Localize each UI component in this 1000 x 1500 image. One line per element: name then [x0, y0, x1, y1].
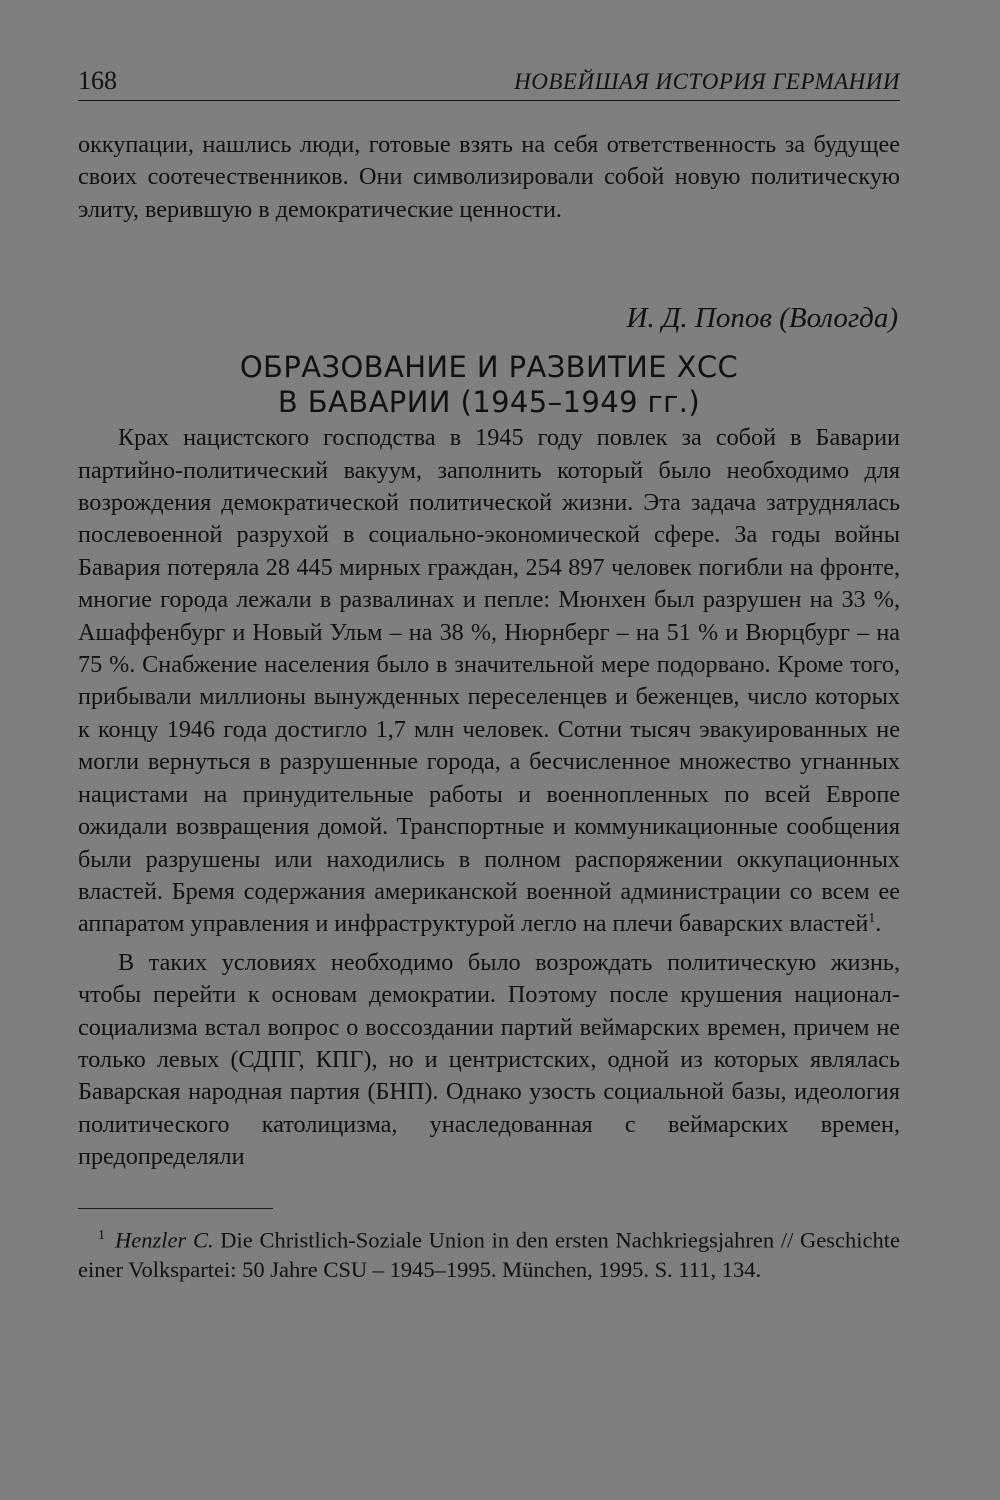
page-number: 168	[78, 66, 117, 95]
footnote-text: Die Christlich-Soziale Union in den ersten Nachkriegsjahren // Geschichte einer Volkspartei: 50 Jahre CSU – 1945–1995. München, 1995. S. 111, 134.	[78, 1227, 901, 1283]
running-header	[78, 62, 900, 101]
footnote	[78, 1221, 900, 1286]
article-title-line-1: ОБРАЗОВАНИЕ И РАЗВИТИЕ ХСС	[239, 350, 739, 385]
footnote-number: 1	[98, 1227, 105, 1243]
body-paragraph-1-end: .	[875, 910, 882, 938]
footnote-divider	[78, 1208, 273, 1209]
running-title: НОВЕЙШАЯ ИСТОРИЯ ГЕРМАНИИ	[514, 69, 900, 94]
continuation-paragraph: оккупации, нашлись люди, готовые взять на себя ответственность за будущее своих соотечественников. Они символизировали собой новую политическую элиту, верившую в демократические ценности.	[78, 131, 900, 223]
body-paragraph-1-text: Крах нацистского господства в 1945 году повлек за собой в Баварии партийно-политический вакуум, заполнить который было необходимо для возрождения демократической политической жизни. Эта задача затруднялась послевоенной разрухой в социально-экономической сфере. За годы войны Бавария потеряла 28 445 мирных граждан, 254 897 человек погибли на фронте, многие города лежали в развалинах и пепле: Мюнхен был разрушен на 33 %, Ашаффенбург и Новый Ульм – на 38 %, Нюрнберг – на 51 % и Вюрцбург – на 75 %. Снабжение населения было в значительной мере подорвано. Кроме того, прибывали миллионы вынужденных переселенцев и беженцев, число которых к концу 1946 года достигло 1,7 млн человек. Сотни тысяч эвакуированных не могли вернуться в разрушенные города, а бесчисленное множество угнанных нацистами на принудительные работы и военнопленных по всей Европе ожидали возвращения домой. Транспортные и коммуникационные сообщения были разрушены или находились в полном распоряжении оккупационных властей. Бремя содержания американской военной администрации со всем ее аппаратом управления и инфраструктурой легло на плечи баварских властей	[78, 424, 900, 938]
book-page	[78, 62, 900, 1308]
footnote-reference[interactable]: 1	[868, 911, 876, 927]
footnote-author: Henzler C.	[115, 1227, 214, 1253]
body-paragraph-2: В таких условиях необходимо было возрождать политическую жизнь, чтобы перейти к основам демократии. Поэтому после крушения национал-социализма встал вопрос о воссоздании партий веймарских времен, причем не только левых (СДПГ, КПГ), но и центристских, одной из которых являлась Баварская народная партия (БНП). Однако узость социальной базы, идеология политического католицизма, унаследованная с веймарских времен, предопределяли	[78, 948, 900, 1171]
body-paragraph-1	[78, 422, 900, 941]
article-title-line-2: В БАВАРИИ (1945–1949 гг.)	[277, 385, 701, 420]
article-author: И. Д. Попов (Вологда)	[626, 302, 898, 335]
article-title	[78, 350, 900, 420]
